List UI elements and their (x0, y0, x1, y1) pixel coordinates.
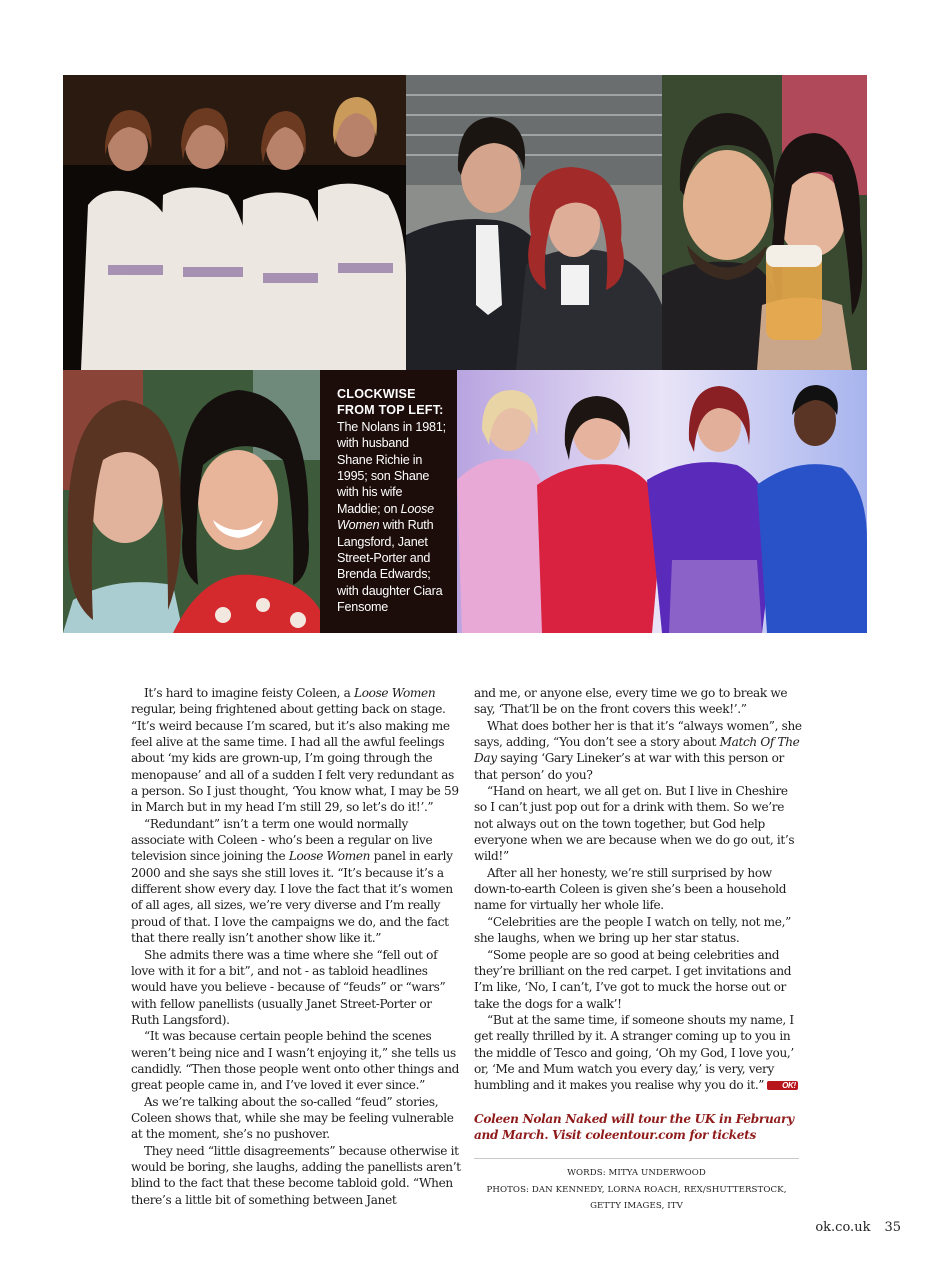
text: panel in early 2000 and she says she still loves it. “It’s because it’s a different show every day. I love the fact that it’s women of all ages, all sizes, we’re very diverse and I’m really proud of that. I love the campaigns we do, and the fact that there really isn’t another show like it.” (131, 849, 453, 946)
paragraph: “Hand on heart, we all get on. But I live in Cheshire so I can’t just pop out for a drink with them. So we’re not always out on the town together, but God help everyone when we are because when we do go out, it’s wild!” (474, 784, 795, 864)
tour-note: Coleen Nolan Naked will tour the UK in February and March. Visit coleentour.com for tickets (474, 1111, 794, 1142)
caption-show-title: Loose Women (337, 501, 434, 533)
credits (474, 1165, 799, 1215)
paragraph: “It was because certain people behind the scenes weren’t being nice and I wasn’t enjoying it,” she tells us candidly. “Then those people went onto other things and great people came in, and I’ve loved it ever since.” (131, 1029, 460, 1093)
caption-lead: CLOCKWISE FROM TOP LEFT: (337, 387, 444, 418)
paragraph: “Celebrities are the people I watch on telly, not me,” she laughs, when we bring up her star status. (474, 914, 791, 946)
text: “But at the same time, if someone shouts my name, I get really thrilled by it. A stranger coming up to you in the middle of Tesco and going, ‘Oh my God, I love you,’ or, ‘Me and Mum watch you every day,’ is very, very humbling and it makes you realise why you do it.” (474, 1012, 794, 1093)
caption-text-1: The Nolans in 1981; with husband Shane Richie in 1995; son Shane with his wife Maddie; on (337, 419, 446, 516)
site-url: ok.co.uk (815, 1220, 871, 1235)
paragraph: “Some people are so good at being celebrities and they’re brilliant on the red carpet. I get invitations and I’m like, ‘No, I can’t, I’ve got to muck the horse out or take the dogs for a walk’! (474, 947, 792, 1011)
text: “Redundant” isn’t a term one would normally associate with Coleen - who’s been a regular on live television since joining the (131, 816, 433, 864)
paragraph: She admits there was a time where she “fell out of love with it for a bit”, and not - as tabloid headlines would have you believe - because of “feuds” or “wars” with fellow panellists (usually Janet Street-Porter or Ruth Langsford). (131, 947, 446, 1027)
article-column-2 (474, 685, 804, 1215)
paragraph: As we’re talking about the so-called “feud” stories, Coleen shows that, while she may be feeling vulnerable at the moment, she’s no pushover. (131, 1094, 454, 1142)
paragraph: After all her honesty, we’re still surprised by how down-to-earth Coleen is given she’s been a household name for virtually her whole life. (474, 865, 787, 913)
photo-son-shane-and-maddie (662, 75, 867, 370)
photo-the-nolans-1981 (63, 75, 406, 370)
show-title: Loose Women (288, 849, 371, 864)
text: What does bother her is that it’s “always women”, she says, adding, “You don’t see a story about (474, 718, 802, 750)
text: saying ‘Gary Lineker’s at war with this person or that person’ do you? (474, 751, 784, 782)
text: regular, being frightened about getting back on stage. “It’s weird because I’m scared, but it’s also making me feel alive at the same time. I had all the awful feelings about ‘my kids are grown-up, I’m going through the menopause’ and all of a sudden I felt very redundant as a person. So I just thought, ‘You know what, I may be 59 in March but in my head I’m still 29, so let’s do it!’.” (131, 702, 459, 815)
page-footer (815, 1220, 901, 1235)
article-column-1 (131, 685, 461, 1208)
caption-text-2: with Ruth Langsford, Janet Street-Porter and Brenda Edwards; with daughter Ciara Fensome (337, 518, 443, 615)
paragraph: They need “little disagreements” because otherwise it would be boring, she laughs, adding the panellists aren’t blind to the fact that these become tabloid gold. “When there’s a little bit of something between Janet (131, 1143, 461, 1207)
credit-photos: PHOTOS: DAN KENNEDY, LORNA ROACH, REX/SHUTTERSTOCK, GETTY IMAGES, ITV (486, 1184, 787, 1212)
photo-caption (320, 370, 457, 633)
paragraph (474, 718, 804, 783)
text: It’s hard to imagine feisty Coleen, a (144, 686, 355, 700)
paragraph (131, 816, 461, 947)
show-title: Loose Women (354, 686, 436, 700)
paragraph (131, 685, 461, 816)
photo-with-shane-richie-1995 (406, 75, 662, 370)
photo-with-daughter-ciara (63, 370, 320, 633)
credit-words: WORDS: MITYA UNDERWOOD (567, 1168, 706, 1179)
paragraph: and me, or anyone else, every time we go to break we say, ‘That’ll be on the front covers this week!’.” (474, 686, 788, 717)
divider (474, 1158, 799, 1159)
paragraph (474, 1012, 804, 1094)
show-title: Match Of The Day (474, 735, 800, 766)
page-number: 35 (884, 1220, 901, 1235)
photo-loose-women-panel (457, 370, 867, 633)
ok-end-mark-icon: OK! (767, 1081, 798, 1090)
